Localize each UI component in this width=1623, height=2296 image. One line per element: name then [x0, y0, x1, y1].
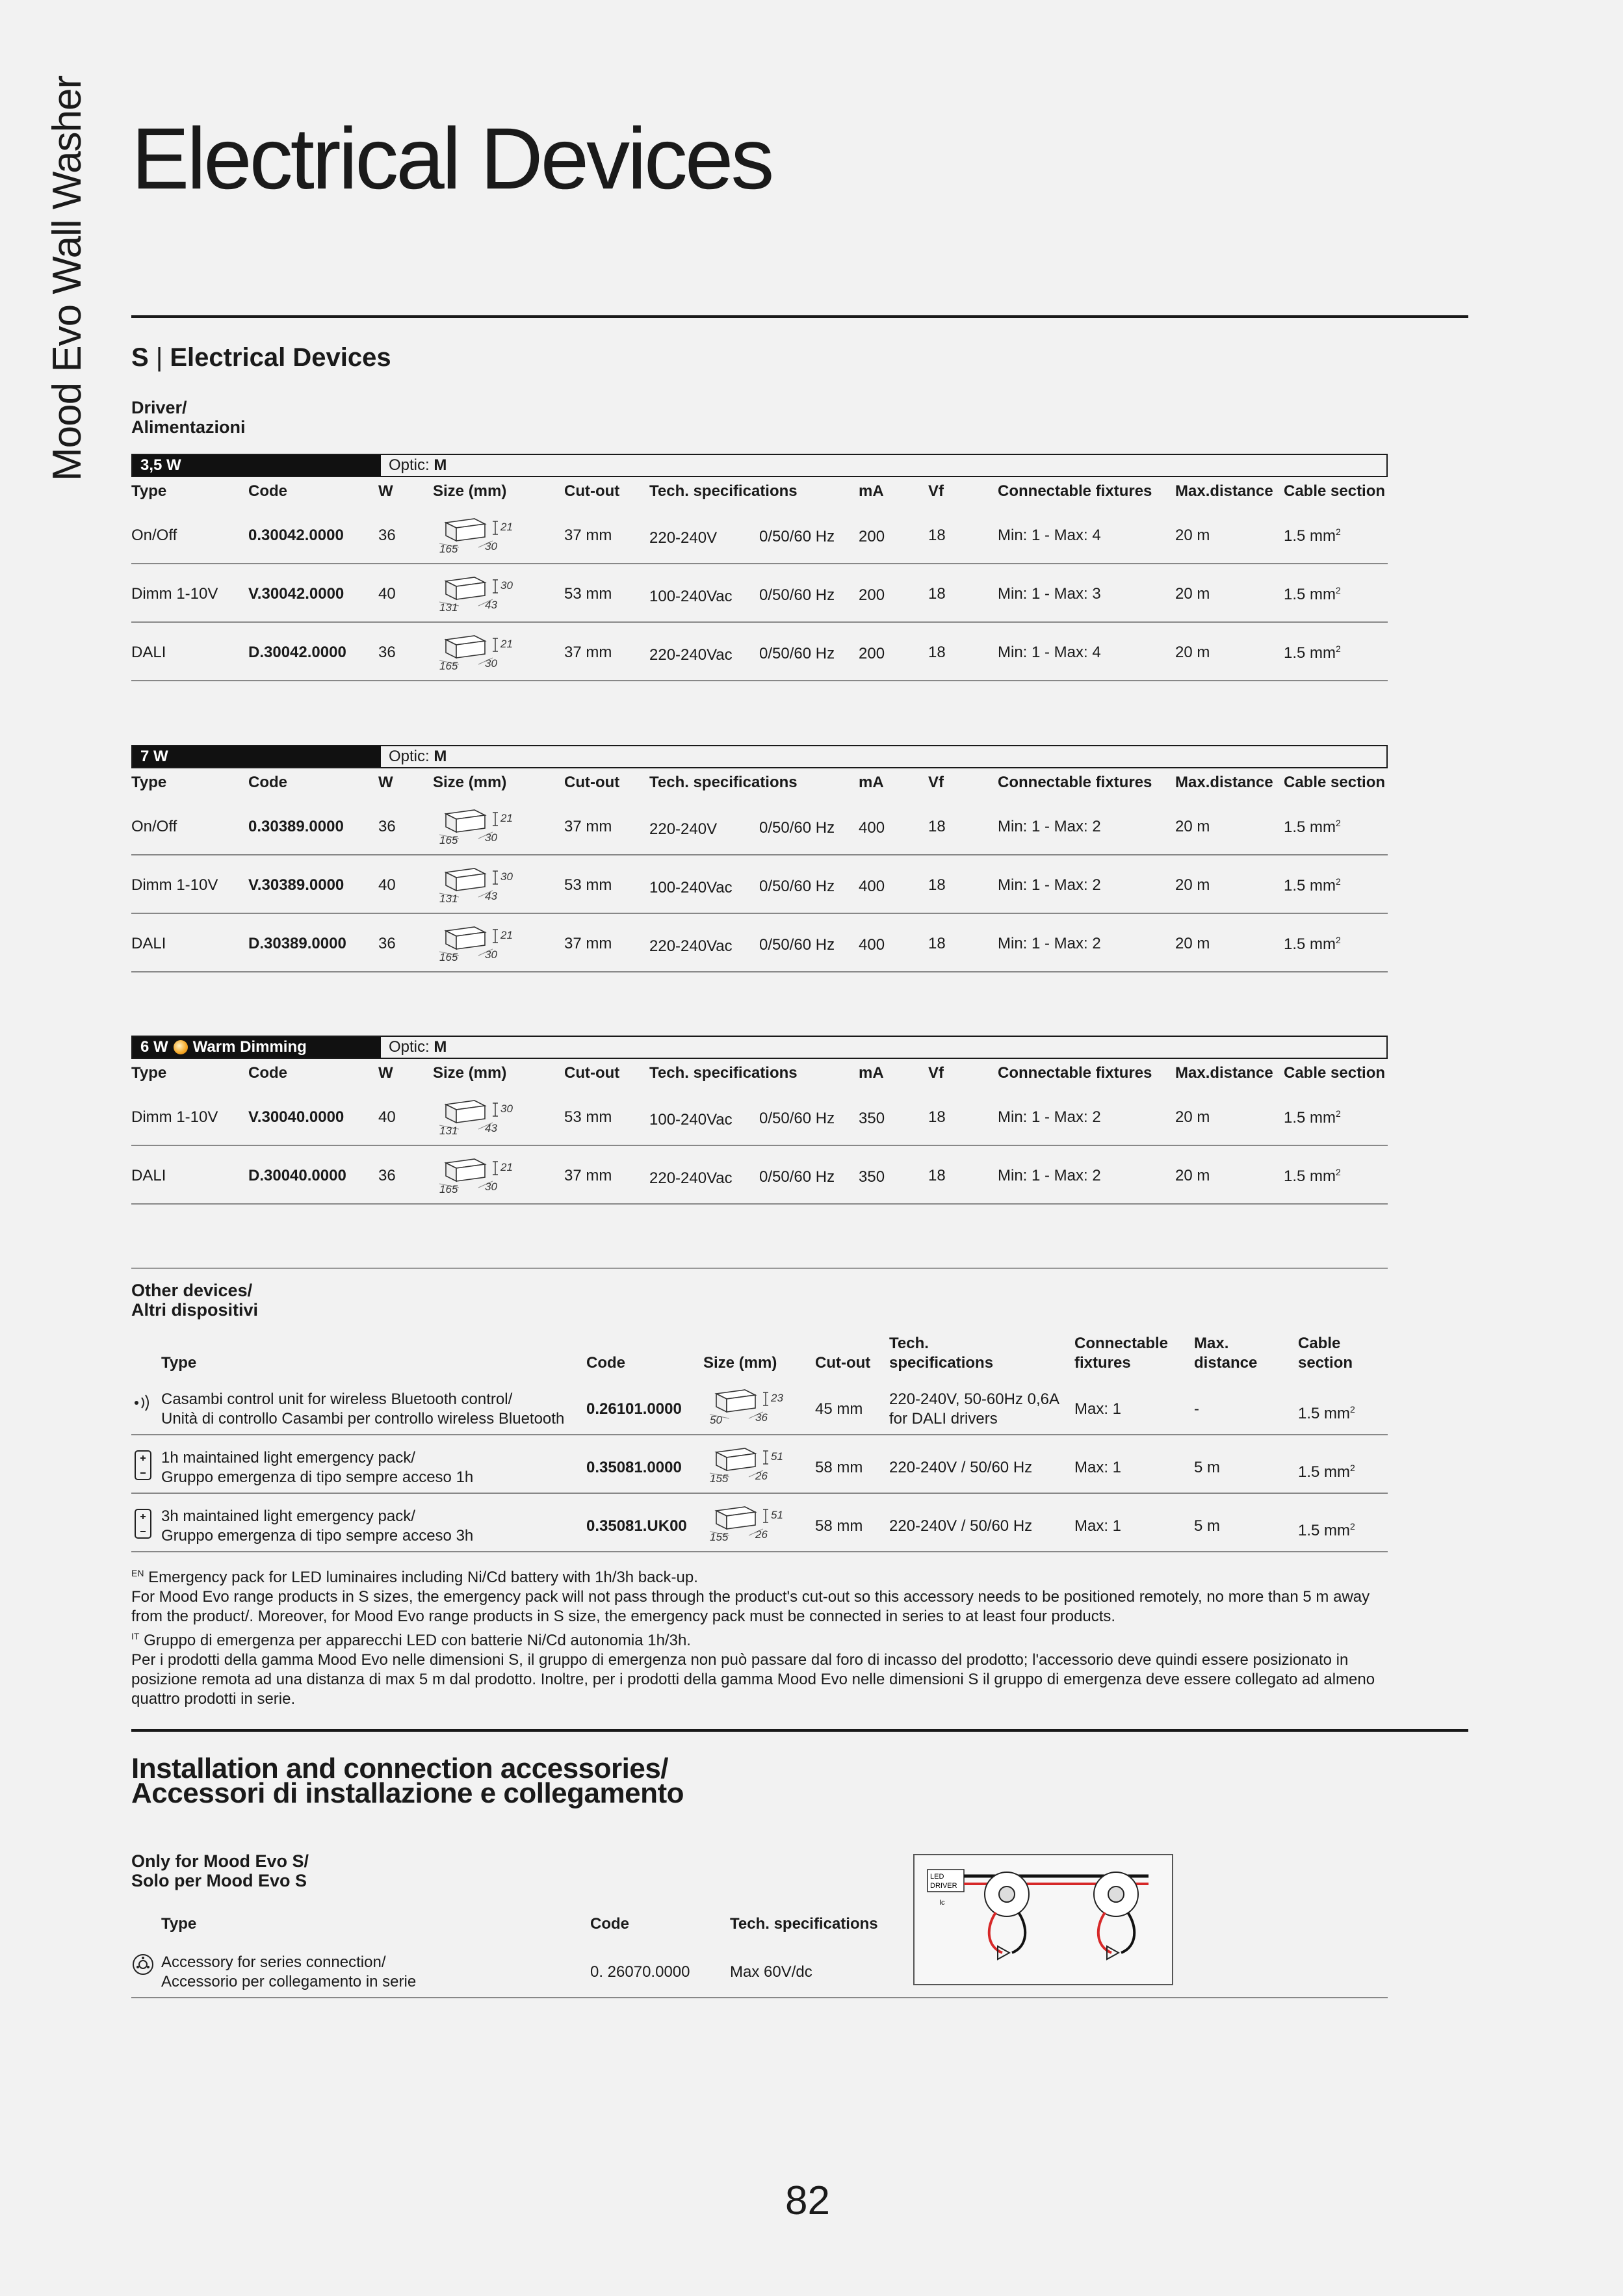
size-length: 50 [710, 1414, 722, 1425]
size-drawing [433, 1154, 524, 1199]
size-height: 21 [500, 929, 513, 941]
table-category-bar [131, 1036, 1388, 1059]
table-row: On/Off 0.30042.0000 36 21 165 30 37 mm 220-240V 0/50/60 Hz 200 18 Min: 1 - Max: 4 20 m 1.5 $mm^2$ [131, 506, 1388, 564]
size-width: 30 [485, 540, 497, 553]
size-length: 165 [439, 951, 458, 962]
size-length: 155 [710, 1531, 729, 1542]
table-row: Dimm 1-10V V.30042.0000 40 30 131 43 53 mm 100-240Vac 0/50/60 Hz 200 18 Min: 1 - Max: 3 20 m 1.5 $mm^2$ [131, 564, 1388, 623]
bluetooth-signal-icon [131, 1391, 157, 1420]
driver-table [131, 1036, 1388, 1205]
size-drawing [703, 1443, 794, 1489]
page-title: Electrical Devices [131, 111, 772, 207]
power-label: 3,5 W [133, 455, 381, 476]
table-row: On/Off 0.30389.0000 36 21 165 30 37 mm 220-240V 0/50/60 Hz 400 18 Min: 1 - Max: 2 20 m 1.5 $mm^2$ [131, 797, 1388, 855]
size-length: 165 [439, 1183, 458, 1194]
size-length: 165 [439, 660, 458, 671]
table-category-bar [131, 745, 1388, 768]
diagram-led-label: LED [930, 1873, 944, 1881]
size-height: 30 [500, 870, 513, 883]
optic-label: Optic: M [389, 748, 447, 765]
size-length: 165 [439, 834, 458, 845]
size-length: 131 [439, 601, 458, 612]
table-row: DALI D.30389.0000 36 21 165 30 37 mm 220-240Vac 0/50/60 Hz 400 18 Min: 1 - Max: 2 20 m 1.5 $mm^2$ [131, 914, 1388, 972]
table-row: 3h maintained light emergency pack/ Gruppo emergenza di tipo sempre acceso 3h 0.35081.UK00 51 155 26 58 mm 220-240V / 50/60 Hz Max: 1 5 m 1.5 $mm^2$ [131, 1494, 1388, 1552]
page-number: 82 [785, 2178, 830, 2223]
table-row: Dimm 1-10V V.30389.0000 40 30 131 43 53 mm 100-240Vac 0/50/60 Hz 400 18 Min: 1 - Max: 2 20 m 1.5 $mm^2$ [131, 855, 1388, 914]
size-drawing [433, 863, 524, 908]
battery-icon [131, 1450, 155, 1486]
table-row: DALI D.30040.0000 36 21 165 30 37 mm 220-240Vac 0/50/60 Hz 350 18 Min: 1 - Max: 2 20 m 1.5 $mm^2$ [131, 1146, 1388, 1205]
divider [131, 315, 1468, 318]
table-header: Type Code W Size (mm) Cut-out Tech. specifications mA Vf Connectable fixtures Max.distance Cable section [131, 482, 1386, 500]
table-header: Type Code Size (mm) Cut-out Tech. specifications Connectable fixtures Max. distance Cable section [161, 1335, 1353, 1372]
table-row: Dimm 1-10V V.30040.0000 40 30 131 43 53 mm 100-240Vac 0/50/60 Hz 350 18 Min: 1 - Max: 2 20 m 1.5 $mm^2$ [131, 1088, 1388, 1146]
size-drawing [433, 572, 524, 617]
divider [131, 1268, 1388, 1269]
footnotes: $^{EN}$ Emergency pack for LED luminaires including Ni/Cd battery with 1h/3h back-up. For Mood Evo range products in S sizes, the emergency pack will not pass through the product's cut-out so this accessory needs to be positioned remotely, no more than 5 m away from the product/. Moreover, for Mood Evo range products in S size, the emergency pack must be connected in series to at least four products. $^{IT}$ Gruppo di emergenza per apparecchi LED con batterie Ni/Cd autonomia 1h/3h. Per i prodotti della gamma Mood Evo nelle dimensioni S, il gruppo di emergenza non può passare dal foro di incasso del prodotto; l'accessorio deve quindi essere posizionato in posizione remota ad una distanza di max 5 m dal prodotto. Inoltre, per i prodotti della gamma Mood Evo nelle dimensioni S il gruppo di emergenza deve essere collegato ad almeno quattro prodotti in serie. [131, 1568, 1375, 1708]
install-sub-label: Only for Mood Evo S/ Solo per Mood Evo S [131, 1851, 309, 1890]
table-row: Casambi control unit for wireless Bluetooth control/ Unità di controllo Casambi per controllo wireless Bluetooth 0.26101.0000 23 50 36 45 mm 220-240V, 50-60Hz 0,6A for DALI drivers Max: 1 - 1.5 $mm^2$ [131, 1377, 1388, 1435]
size-height: 21 [500, 521, 513, 533]
table-header: Type Code W Size (mm) Cut-out Tech. specifications mA Vf Connectable fixtures Max.distance Cable section [131, 1064, 1386, 1082]
size-width: 26 [755, 1528, 768, 1541]
size-height: 30 [500, 1102, 513, 1115]
size-width: 30 [485, 831, 497, 844]
other-devices-label: Other devices/ Altri dispositivi [131, 1281, 259, 1320]
driver-table [131, 454, 1388, 681]
size-drawing [433, 922, 524, 967]
table-category-bar [131, 454, 1388, 477]
table-header: Type Code W Size (mm) Cut-out Tech. specifications mA Vf Connectable fixtures Max.distance Cable section [131, 774, 1386, 791]
size-height: 21 [500, 812, 513, 824]
wiring-diagram [913, 1854, 1173, 1985]
install-title: Installation and connection accessories/ Accessori di installazione e collegamento [131, 1753, 684, 1809]
size-width: 30 [485, 1181, 497, 1193]
diagram-driver-label: DRIVER [930, 1882, 957, 1890]
table-header: Type Code Tech. specifications [161, 1915, 878, 1933]
size-drawing [433, 805, 524, 850]
install-table [131, 1911, 1388, 1998]
size-height: 21 [500, 638, 513, 650]
size-length: 165 [439, 543, 458, 554]
table-row: Accessory for series connection/ Accessorio per collegamento in serie 0. 26070.0000 Max 60V/dc [131, 1940, 1388, 1998]
size-width: 30 [485, 657, 497, 670]
battery-icon [131, 1508, 155, 1545]
size-height: 23 [771, 1392, 783, 1404]
table-row: DALI D.30042.0000 36 21 165 30 37 mm 220-240Vac 0/50/60 Hz 200 18 Min: 1 - Max: 4 20 m 1.5 $mm^2$ [131, 623, 1388, 681]
divider [131, 1729, 1468, 1732]
series-connector-icon [131, 1953, 155, 1981]
size-height: 51 [771, 1509, 783, 1521]
side-label: Mood Evo Wall Washer [45, 75, 90, 481]
size-height: 21 [500, 1161, 513, 1173]
size-length: 131 [439, 893, 458, 904]
size-width: 36 [755, 1411, 768, 1424]
size-drawing [433, 631, 524, 675]
size-drawing [433, 1095, 524, 1140]
table-row: 1h maintained light emergency pack/ Gruppo emergenza di tipo sempre acceso 1h 0.35081.0000 51 155 26 58 mm 220-240V / 50/60 Hz Max: 1 5 m 1.5 $mm^2$ [131, 1435, 1388, 1494]
driver-label: Driver/ Alimentazioni [131, 398, 246, 437]
size-height: 30 [500, 579, 513, 592]
size-width: 30 [485, 948, 497, 961]
size-width: 43 [485, 599, 497, 611]
size-drawing [703, 1502, 794, 1547]
warm-dimming-icon [174, 1040, 188, 1054]
size-width: 43 [485, 890, 497, 902]
size-length: 131 [439, 1125, 458, 1136]
other-devices-table [131, 1325, 1388, 1552]
optic-label: Optic: M [389, 456, 447, 474]
diagram-ic-label: Ic [939, 1899, 945, 1907]
driver-table [131, 745, 1388, 972]
power-label: 7 W [133, 746, 381, 767]
section-title: S | Electrical Devices [131, 343, 391, 372]
size-width: 26 [755, 1470, 768, 1482]
power-label: 6 W Warm Dimming [133, 1037, 381, 1058]
size-width: 43 [485, 1122, 497, 1134]
size-drawing [433, 514, 524, 558]
optic-label: Optic: M [389, 1038, 447, 1056]
size-drawing [703, 1385, 794, 1430]
size-height: 51 [771, 1450, 783, 1463]
size-length: 155 [710, 1472, 729, 1483]
